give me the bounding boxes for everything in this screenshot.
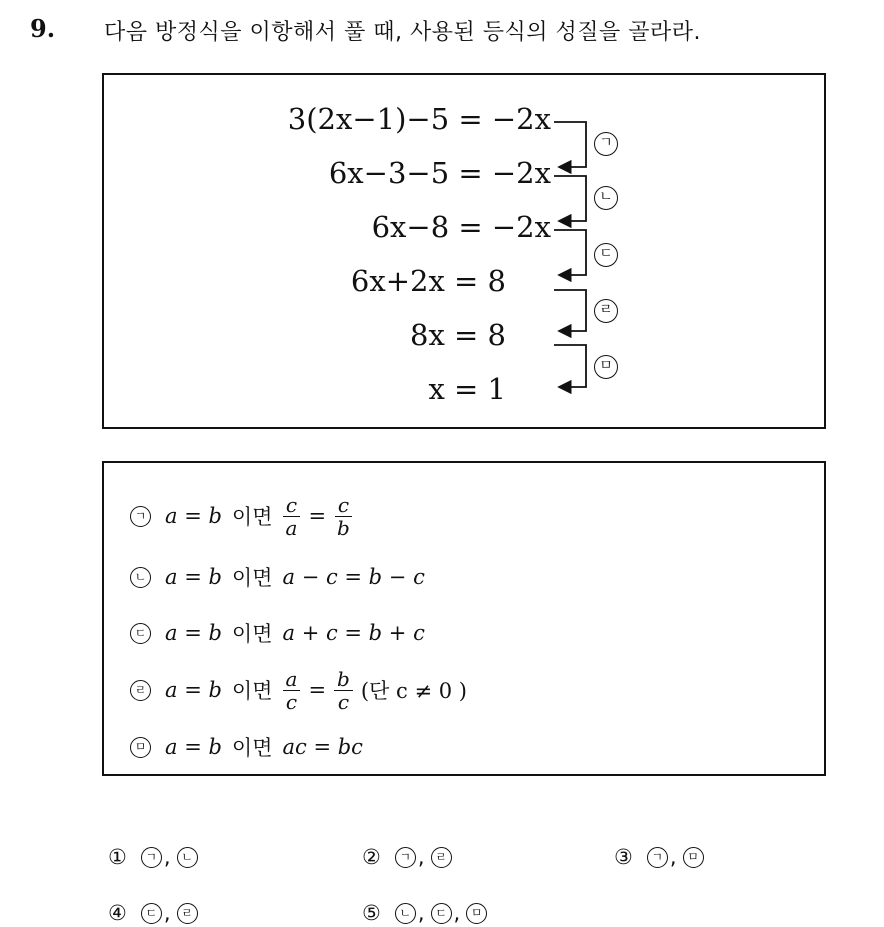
property-then-word: 이면 <box>231 736 273 760</box>
choice-marker: ㄱ <box>141 847 162 868</box>
choice-marker: ㄹ <box>431 847 452 868</box>
question-number: 9. <box>30 14 56 43</box>
answer-choice-4[interactable]: ④ ㄷ , ㄹ <box>108 901 198 925</box>
property-then-word: 이면 <box>231 566 273 590</box>
property-condition: a = b <box>165 621 222 645</box>
equals-sign: = <box>308 504 327 528</box>
equation-step-3: 6x−8 = −2x <box>371 210 551 244</box>
property-marker: ㄱ <box>130 506 151 527</box>
equation-step-6: x = 1 <box>428 372 506 406</box>
property-marker: ㅁ <box>130 737 151 758</box>
property-condition: a = b <box>165 735 222 759</box>
choice-marker: ㄴ <box>177 847 198 868</box>
choice-marker: ㅁ <box>466 903 487 924</box>
choice-marker: ㄷ <box>141 903 162 924</box>
property-result: a − c = b − c <box>282 565 425 589</box>
choice-number: ① <box>108 845 127 869</box>
answer-choice-1[interactable]: ① ㄱ , ㄴ <box>108 845 198 869</box>
property-result: a + c = b + c <box>282 621 425 645</box>
equals-sign: = <box>308 678 327 702</box>
transition-arrows <box>104 75 824 427</box>
property-item-1 <box>130 494 353 538</box>
choice-number: ⑤ <box>362 901 381 925</box>
marker-nieun: ㄴ <box>594 186 618 210</box>
property-then-word: 이면 <box>231 622 273 646</box>
marker-giyeok: ㄱ <box>594 132 618 156</box>
property-marker: ㄴ <box>130 567 151 588</box>
property-result: ac = bc <box>282 735 363 759</box>
property-item-3 <box>130 611 425 655</box>
properties-box <box>102 461 826 776</box>
choice-marker: ㅁ <box>683 847 704 868</box>
property-condition: a = b <box>165 678 222 702</box>
marker-mieum: ㅁ <box>594 355 618 379</box>
choice-marker: ㄱ <box>395 847 416 868</box>
property-item-4 <box>130 668 467 712</box>
fraction-left: $\frac{a}{c}$ <box>283 668 301 713</box>
equation-step-1: 3(2x−1)−5 = −2x <box>287 102 551 136</box>
equation-box <box>102 73 826 429</box>
equation-step-5: 8x = 8 <box>410 318 506 352</box>
choice-marker: ㄱ <box>647 847 668 868</box>
marker-digeut: ㄷ <box>594 243 618 267</box>
fraction-left: $\frac{c}{a}$ <box>283 494 301 539</box>
property-item-2 <box>130 555 425 599</box>
answer-choice-3[interactable]: ③ ㄱ , ㅁ <box>614 845 704 869</box>
choice-marker: ㄹ <box>177 903 198 924</box>
property-then-word: 이면 <box>231 505 273 529</box>
question-text: 다음 방정식을 이항해서 풀 때, 사용된 등식의 성질을 골라라. <box>104 20 701 45</box>
property-marker: ㄹ <box>130 680 151 701</box>
answer-choice-2[interactable]: ② ㄱ , ㄹ <box>362 845 452 869</box>
property-item-5 <box>130 725 363 769</box>
fraction-right: $\frac{c}{b}$ <box>334 494 353 539</box>
answer-choice-5[interactable]: ⑤ ㄴ , ㄷ , ㅁ <box>362 901 487 925</box>
property-then-word: 이면 <box>231 679 273 703</box>
property-note: (단 c ≠ 0 ) <box>360 679 467 703</box>
property-condition: a = b <box>165 504 222 528</box>
equation-step-4: 6x+2x = 8 <box>350 264 506 298</box>
property-condition: a = b <box>165 565 222 589</box>
equation-step-2: 6x−3−5 = −2x <box>328 156 551 190</box>
choice-number: ② <box>362 845 381 869</box>
choice-number: ④ <box>108 901 127 925</box>
choice-number: ③ <box>614 845 633 869</box>
choice-marker: ㄴ <box>395 903 416 924</box>
marker-rieul: ㄹ <box>594 299 618 323</box>
choice-marker: ㄷ <box>431 903 452 924</box>
property-marker: ㄷ <box>130 623 151 644</box>
fraction-right: $\frac{b}{c}$ <box>334 668 353 713</box>
